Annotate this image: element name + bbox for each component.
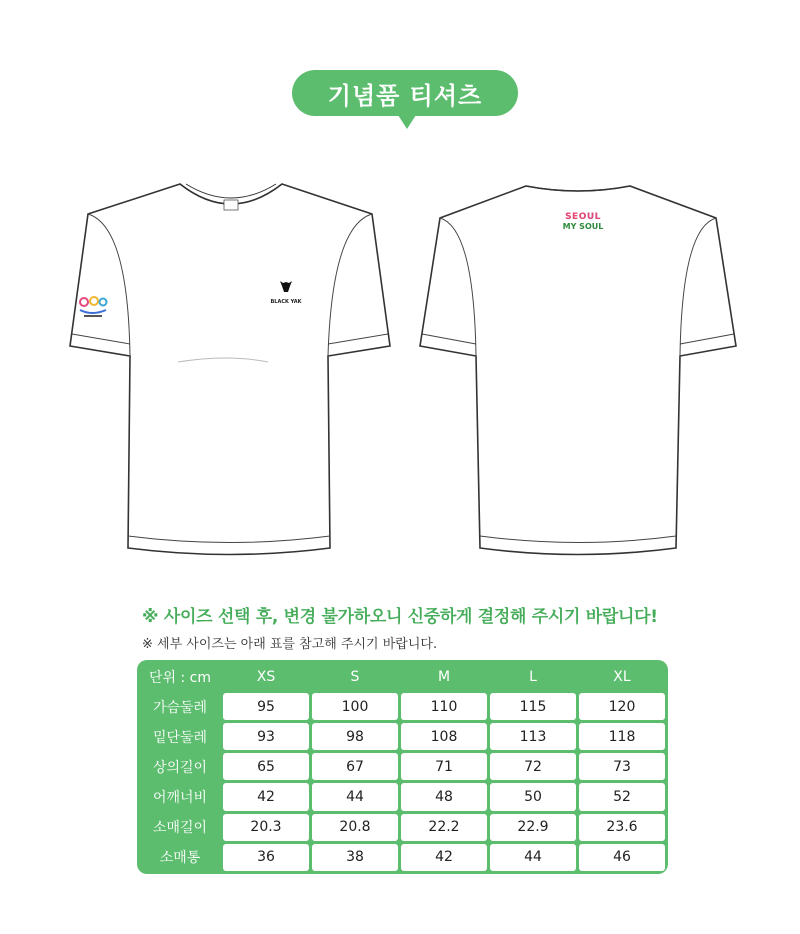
unit-label: 단위 : cm [148, 669, 211, 686]
yak-icon [278, 278, 294, 294]
row-label: 가슴둘레 [152, 699, 208, 716]
table-row [140, 814, 665, 841]
table-row [140, 783, 665, 810]
size-header: M [437, 668, 451, 685]
table-cell: 42 [401, 844, 487, 871]
table-cell: 38 [312, 844, 398, 871]
table-row [140, 723, 665, 750]
table-cell: 65 [223, 753, 309, 780]
table-row [140, 844, 665, 871]
table-cell: 73 [579, 753, 665, 780]
tshirt-back-illustration [418, 176, 738, 556]
table-cell: 93 [223, 723, 309, 750]
row-label: 소매통 [159, 850, 201, 867]
brand-text: BLACK YAK [270, 299, 302, 305]
table-cell: 46 [579, 844, 665, 871]
size-header: XL [613, 668, 631, 685]
row-label: 밑단둘레 [152, 729, 208, 746]
sleeve-logo [78, 296, 108, 320]
table-cell: 44 [490, 844, 576, 871]
table-cell: 67 [312, 753, 398, 780]
size-header: L [529, 668, 537, 685]
table-cell: 108 [401, 723, 487, 750]
size-reference-notice: ※ 세부 사이즈는 아래 표를 참고해 주시기 바랍니다. [142, 637, 438, 652]
seoul-my-soul-logo [560, 212, 606, 232]
table-cell: 72 [490, 753, 576, 780]
size-header: S [350, 668, 360, 685]
my-soul-text: MY SOUL [562, 222, 604, 231]
table-header-row [140, 663, 665, 690]
table-cell: 98 [312, 723, 398, 750]
table-cell: 113 [490, 723, 576, 750]
row-label: 상의길이 [152, 759, 208, 776]
black-yak-logo [268, 278, 304, 305]
table-row [140, 693, 665, 720]
table-cell: 44 [312, 783, 398, 810]
table-cell: 120 [579, 693, 665, 720]
table-cell: 95 [223, 693, 309, 720]
size-table [137, 660, 668, 874]
table-cell: 110 [401, 693, 487, 720]
table-row [140, 753, 665, 780]
table-cell: 71 [401, 753, 487, 780]
tshirt-front-illustration [68, 176, 393, 556]
table-cell: 20.3 [223, 814, 309, 841]
title-bubble [292, 70, 518, 116]
table-cell: 52 [579, 783, 665, 810]
table-cell: 50 [490, 783, 576, 810]
row-label: 어깨너비 [152, 790, 208, 807]
table-cell: 23.6 [579, 814, 665, 841]
table-cell: 42 [223, 783, 309, 810]
table-cell: 100 [312, 693, 398, 720]
size-header: XS [256, 668, 276, 685]
row-label: 소매길이 [152, 820, 208, 837]
table-cell: 22.9 [490, 814, 576, 841]
seoul-text: SEOUL [560, 212, 606, 222]
table-cell: 36 [223, 844, 309, 871]
table-cell: 115 [490, 693, 576, 720]
table-cell: 48 [401, 783, 487, 810]
page-title: 기념품 티셔츠 [327, 81, 483, 110]
table-cell: 20.8 [312, 814, 398, 841]
table-cell: 22.2 [401, 814, 487, 841]
size-warning-notice: ※ 사이즈 선택 후, 변경 불가하오니 신중하게 결정해 주시기 바랍니다! [142, 607, 658, 627]
table-cell: 118 [579, 723, 665, 750]
